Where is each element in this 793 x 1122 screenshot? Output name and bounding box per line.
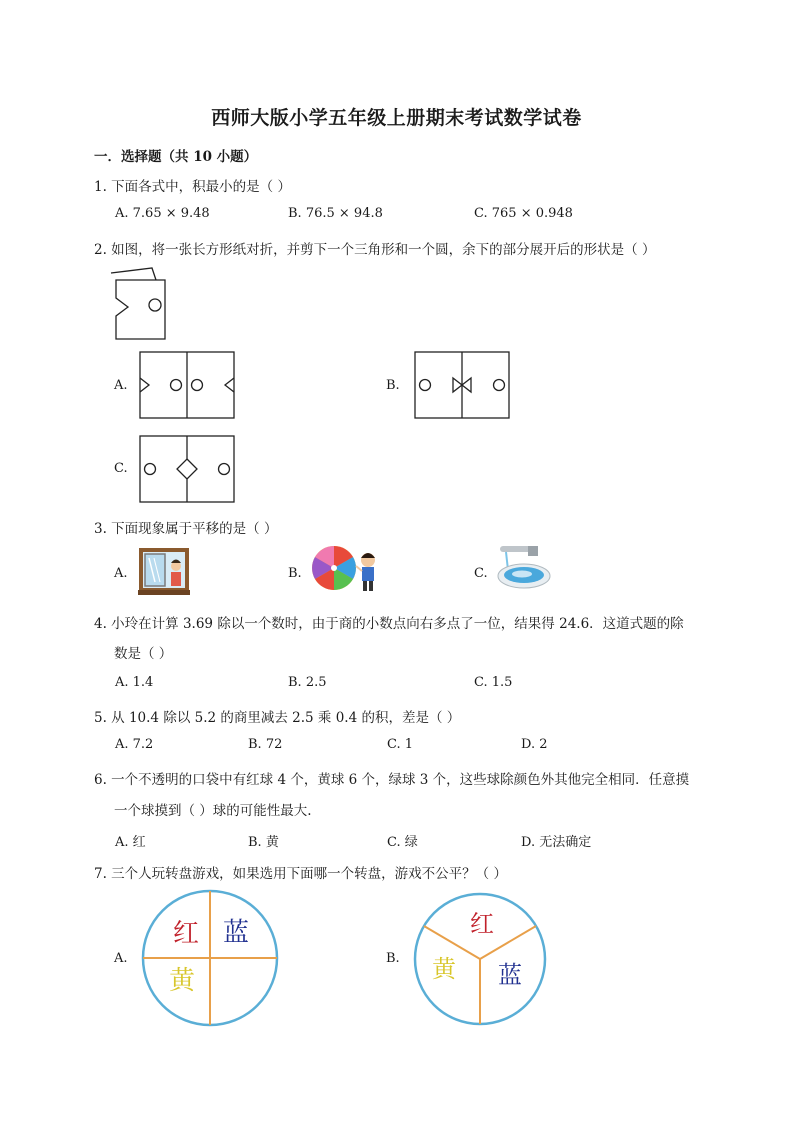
spinner-a-red-label: 红 — [173, 919, 200, 949]
folded-paper-figure — [108, 266, 172, 342]
q5-option-c: C. 1 — [387, 737, 414, 752]
q2-option-c-figure — [138, 434, 237, 504]
q3-option-c-label: C. — [474, 566, 488, 581]
sliding-window-picture — [138, 546, 190, 596]
question-4-stem-line-2: 数是（ ） — [114, 646, 173, 662]
q7-option-b-label: B. — [386, 951, 400, 966]
section-heading: 一．选择题（共 10 小题） — [94, 149, 258, 165]
spinner-b-blue-label: 蓝 — [498, 961, 522, 989]
question-5-stem: 5. 从 10.4 除以 5.2 的商里减去 2.5 乘 0.4 的积，差是（ ） — [94, 710, 461, 726]
question-3-stem: 3. 下面现象属于平移的是（ ） — [94, 521, 278, 537]
question-1-stem: 1. 下面各式中，积最小的是（ ） — [94, 179, 291, 195]
q3-option-a-label: A. — [114, 566, 128, 581]
question-2-stem: 2. 如图，将一张长方形纸对折，并剪下一个三角形和一个圆，余下的部分展开后的形状是（ ） — [94, 242, 656, 258]
q2-option-a-figure — [138, 350, 237, 420]
q1-option-b: B. 76.5 × 94.8 — [288, 206, 383, 221]
q6-option-a: A. 红 — [115, 835, 146, 850]
question-7-stem: 7. 三个人玩转盘游戏，如果选用下面哪一个转盘，游戏不公平？（ ） — [94, 866, 507, 882]
q2-option-b-figure — [413, 350, 512, 420]
q1-option-a: A. 7.65 × 9.48 — [115, 206, 210, 221]
q4-option-c: C. 1.5 — [474, 675, 513, 690]
q6-option-b: B. 黄 — [248, 835, 279, 850]
spinner-b-yellow-label: 黄 — [432, 955, 456, 983]
q6-option-d: D. 无法确定 — [521, 835, 592, 850]
spinner-b — [410, 892, 550, 1028]
q7-option-a-label: A. — [114, 951, 128, 966]
q2-option-a-label: A. — [114, 378, 128, 393]
q5-option-a: A. 7.2 — [115, 737, 154, 752]
spinner-b-red-label: 红 — [470, 910, 494, 938]
q2-option-b-label: B. — [386, 378, 400, 393]
page-title: 西师大版小学五年级上册期末考试数学试卷 — [211, 107, 582, 129]
spinner-a — [137, 888, 283, 1028]
spinner-a-yellow-label: 黄 — [169, 966, 196, 996]
q5-option-b: B. 72 — [248, 737, 283, 752]
spinning-wheel-picture — [310, 544, 386, 594]
q1-option-c: C. 765 × 0.948 — [474, 206, 573, 221]
spinner-a-blue-label: 蓝 — [223, 918, 250, 948]
q3-option-b-label: B. — [288, 566, 302, 581]
q5-option-d: D. 2 — [521, 737, 548, 752]
question-4-stem-line-1: 4. 小玲在计算 3.69 除以一个数时，由于商的小数点向右多点了一位，结果得 24.6．这道式题的除 — [94, 616, 684, 632]
q6-option-c: C. 绿 — [387, 835, 418, 850]
question-6-stem-line-1: 6. 一个不透明的口袋中有红球 4 个，黄球 6 个，绿球 3 个，这些球除颜色外其他完全相同．任意摸 — [94, 772, 690, 788]
q2-option-c-label: C. — [114, 461, 128, 476]
q4-option-a: A. 1.4 — [115, 675, 154, 690]
question-6-stem-line-2: 一个球摸到（ ）球的可能性最大. — [114, 803, 312, 819]
faucet-basin-picture — [496, 544, 558, 594]
q4-option-b: B. 2.5 — [288, 675, 327, 690]
